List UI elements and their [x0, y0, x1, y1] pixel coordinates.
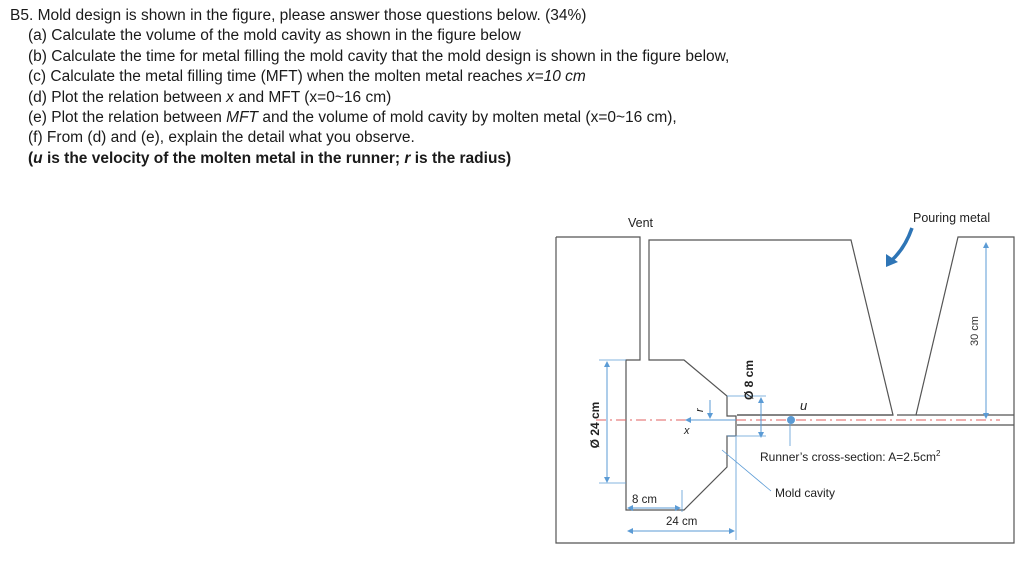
pouring-arrow	[892, 228, 912, 260]
question-item-e: (e) Plot the relation between MFT and the volume of mold cavity by molten metal (x=0~16 cm),	[28, 109, 677, 127]
question-item-b: (b) Calculate the time for metal filling the mold cavity that the mold design is shown in the figure below,	[28, 47, 730, 65]
question-item-d: (d) Plot the relation between x and MFT (x=0~16 cm)	[28, 88, 392, 106]
question-item-a: (a) Calculate the volume of the mold cavity as shown in the figure below	[28, 27, 521, 45]
diameter-24-label: Ø 24 cm	[588, 401, 602, 449]
runner-label: Runner’s cross-section: $A=2.5cm^2$	[760, 449, 941, 464]
cavity-label: Mold cavity	[775, 486, 836, 500]
diameter-8-label: Ø 8 cm	[742, 359, 756, 401]
question-note: (u is the velocity of the molten metal in the runner; r is the radius)	[28, 149, 512, 167]
vent-label: Vent	[628, 216, 654, 230]
r-label: r	[694, 408, 706, 412]
question-item-f: (f) From (d) and (e), explain the detail what you observe.	[28, 129, 415, 147]
dim-8-label: 8 cm	[632, 494, 657, 506]
velocity-marker	[787, 416, 795, 424]
question-title: B5. Mold design is shown in the figure, please answer those questions below. (34%)	[10, 7, 587, 24]
pouring-label: Pouring metal	[913, 211, 991, 225]
x-label: x	[684, 425, 690, 437]
height-label: 30 cm	[969, 316, 981, 346]
dim-24-label: 24 cm	[666, 516, 698, 528]
u-label: u	[800, 398, 808, 413]
question-item-c: (c) Calculate the metal filling time (MFT) when the molten metal reaches x=10 cm	[28, 68, 586, 86]
